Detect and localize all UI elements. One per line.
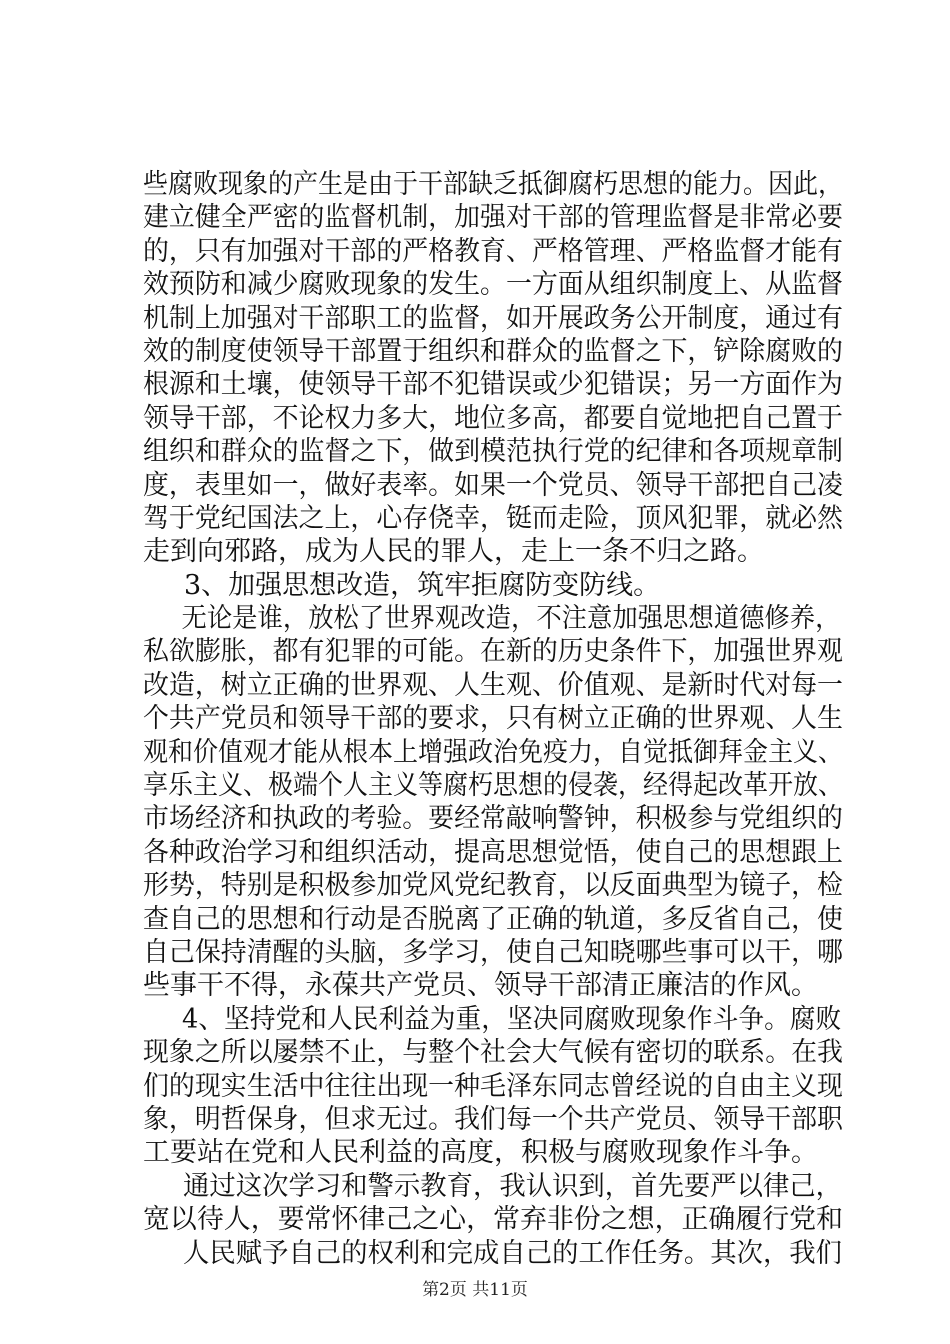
text-line: 些腐败现象的产生是由于干部缺乏抵御腐朽思想的能力。因此， xyxy=(143,169,843,200)
text-line: 走到向邪路，成为人民的罪人，走上一条不归之路。 xyxy=(143,536,764,568)
text-line: 通过这次学习和警示教育，我认识到，首先要严以律己， xyxy=(183,1170,843,1202)
text-line: 领导干部，不论权力多大，地位多高，都要自觉地把自己置于 xyxy=(143,402,843,434)
page-footer: 第2页 共11页 xyxy=(422,1280,528,1300)
text-line: 宽以待人，要常怀律己之心，常弃非份之想，正确履行党和 xyxy=(143,1204,844,1236)
text-line: 无论是谁，放松了世界观改造，不注意加强思想道德修养， xyxy=(181,603,841,635)
text-line: 享乐主义、极端个人主义等腐朽思想的侵袭，经得起改革开放、 xyxy=(143,770,843,802)
text-line: 4、坚持党和人民利益为重，坚决同腐败现象作斗争。腐败 xyxy=(182,1003,842,1035)
text-line: 效的制度使领导干部置于组织和群众的监督之下，铲除腐败的 xyxy=(143,335,843,367)
text-line: 个共产党员和领导干部的要求，只有树立正确的世界观、人生 xyxy=(143,703,843,735)
text-line: 效预防和减少腐败现象的发生。一方面从组织制度上、从监督 xyxy=(143,269,843,301)
text-line: 市场经济和执政的考验。要经常敲响警钟，积极参与党组织的 xyxy=(143,803,843,835)
text-line: 工要站在党和人民利益的高度，积极与腐败现象作斗争。 xyxy=(143,1137,818,1169)
text-line: 度，表里如一，做好表率。如果一个党员、领导干部把自己凌 xyxy=(143,469,843,501)
text-line: 3、加强思想改造，筑牢拒腐防变防线。 xyxy=(184,569,661,601)
text-line: 根源和土壤，使领导干部不犯错误或少犯错误；另一方面作为 xyxy=(143,369,843,401)
body-text xyxy=(143,168,843,1270)
text-line: 形势，特别是积极参加党风党纪教育，以反面典型为镜子，检 xyxy=(143,870,843,902)
text-line: 建立健全严密的监督机制，加强对干部的管理监督是非常必要 xyxy=(143,202,843,234)
text-line: 们的现实生活中往往出现一种毛泽东同志曾经说的自由主义现 xyxy=(143,1070,843,1102)
text-line: 现象之所以屡禁不止，与整个社会大气候有密切的联系。在我 xyxy=(143,1037,843,1069)
text-line: 自己保持清醒的头脑，多学习，使自己知晓哪些事可以干，哪 xyxy=(143,936,843,968)
text-line: 些事干不得，永葆共产党员、领导干部清正廉洁的作风。 xyxy=(143,970,818,1002)
text-line: 象，明哲保身，但求无过。我们每一个共产党员、领导干部职 xyxy=(143,1103,843,1135)
text-line: 各种政治学习和组织活动，提高思想觉悟，使自己的思想跟上 xyxy=(143,836,843,868)
text-line: 人民赋予自己的权利和完成自己的工作任务。其次，我们 xyxy=(183,1237,843,1269)
text-line: 组织和群众的监督之下，做到模范执行党的纪律和各项规章制 xyxy=(143,436,843,468)
text-line: 改造，树立正确的世界观、人生观、价值观、是新时代对每一 xyxy=(143,669,843,701)
text-line: 的，只有加强对干部的严格教育、严格管理、严格监督才能有 xyxy=(143,235,843,267)
text-line: 查自己的思想和行动是否脱离了正确的轨道，多反省自己，使 xyxy=(143,903,843,935)
text-line: 私欲膨胀，都有犯罪的可能。在新的历史条件下，加强世界观 xyxy=(143,636,843,668)
text-line: 驾于党纪国法之上，心存侥幸，铤而走险，顶风犯罪，就必然 xyxy=(143,502,843,534)
text-line: 观和价值观才能从根本上增强政治免疫力，自觉抵御拜金主义、 xyxy=(143,736,843,768)
text-line: 机制上加强对干部职工的监督，如开展政务公开制度，通过有 xyxy=(143,302,843,334)
